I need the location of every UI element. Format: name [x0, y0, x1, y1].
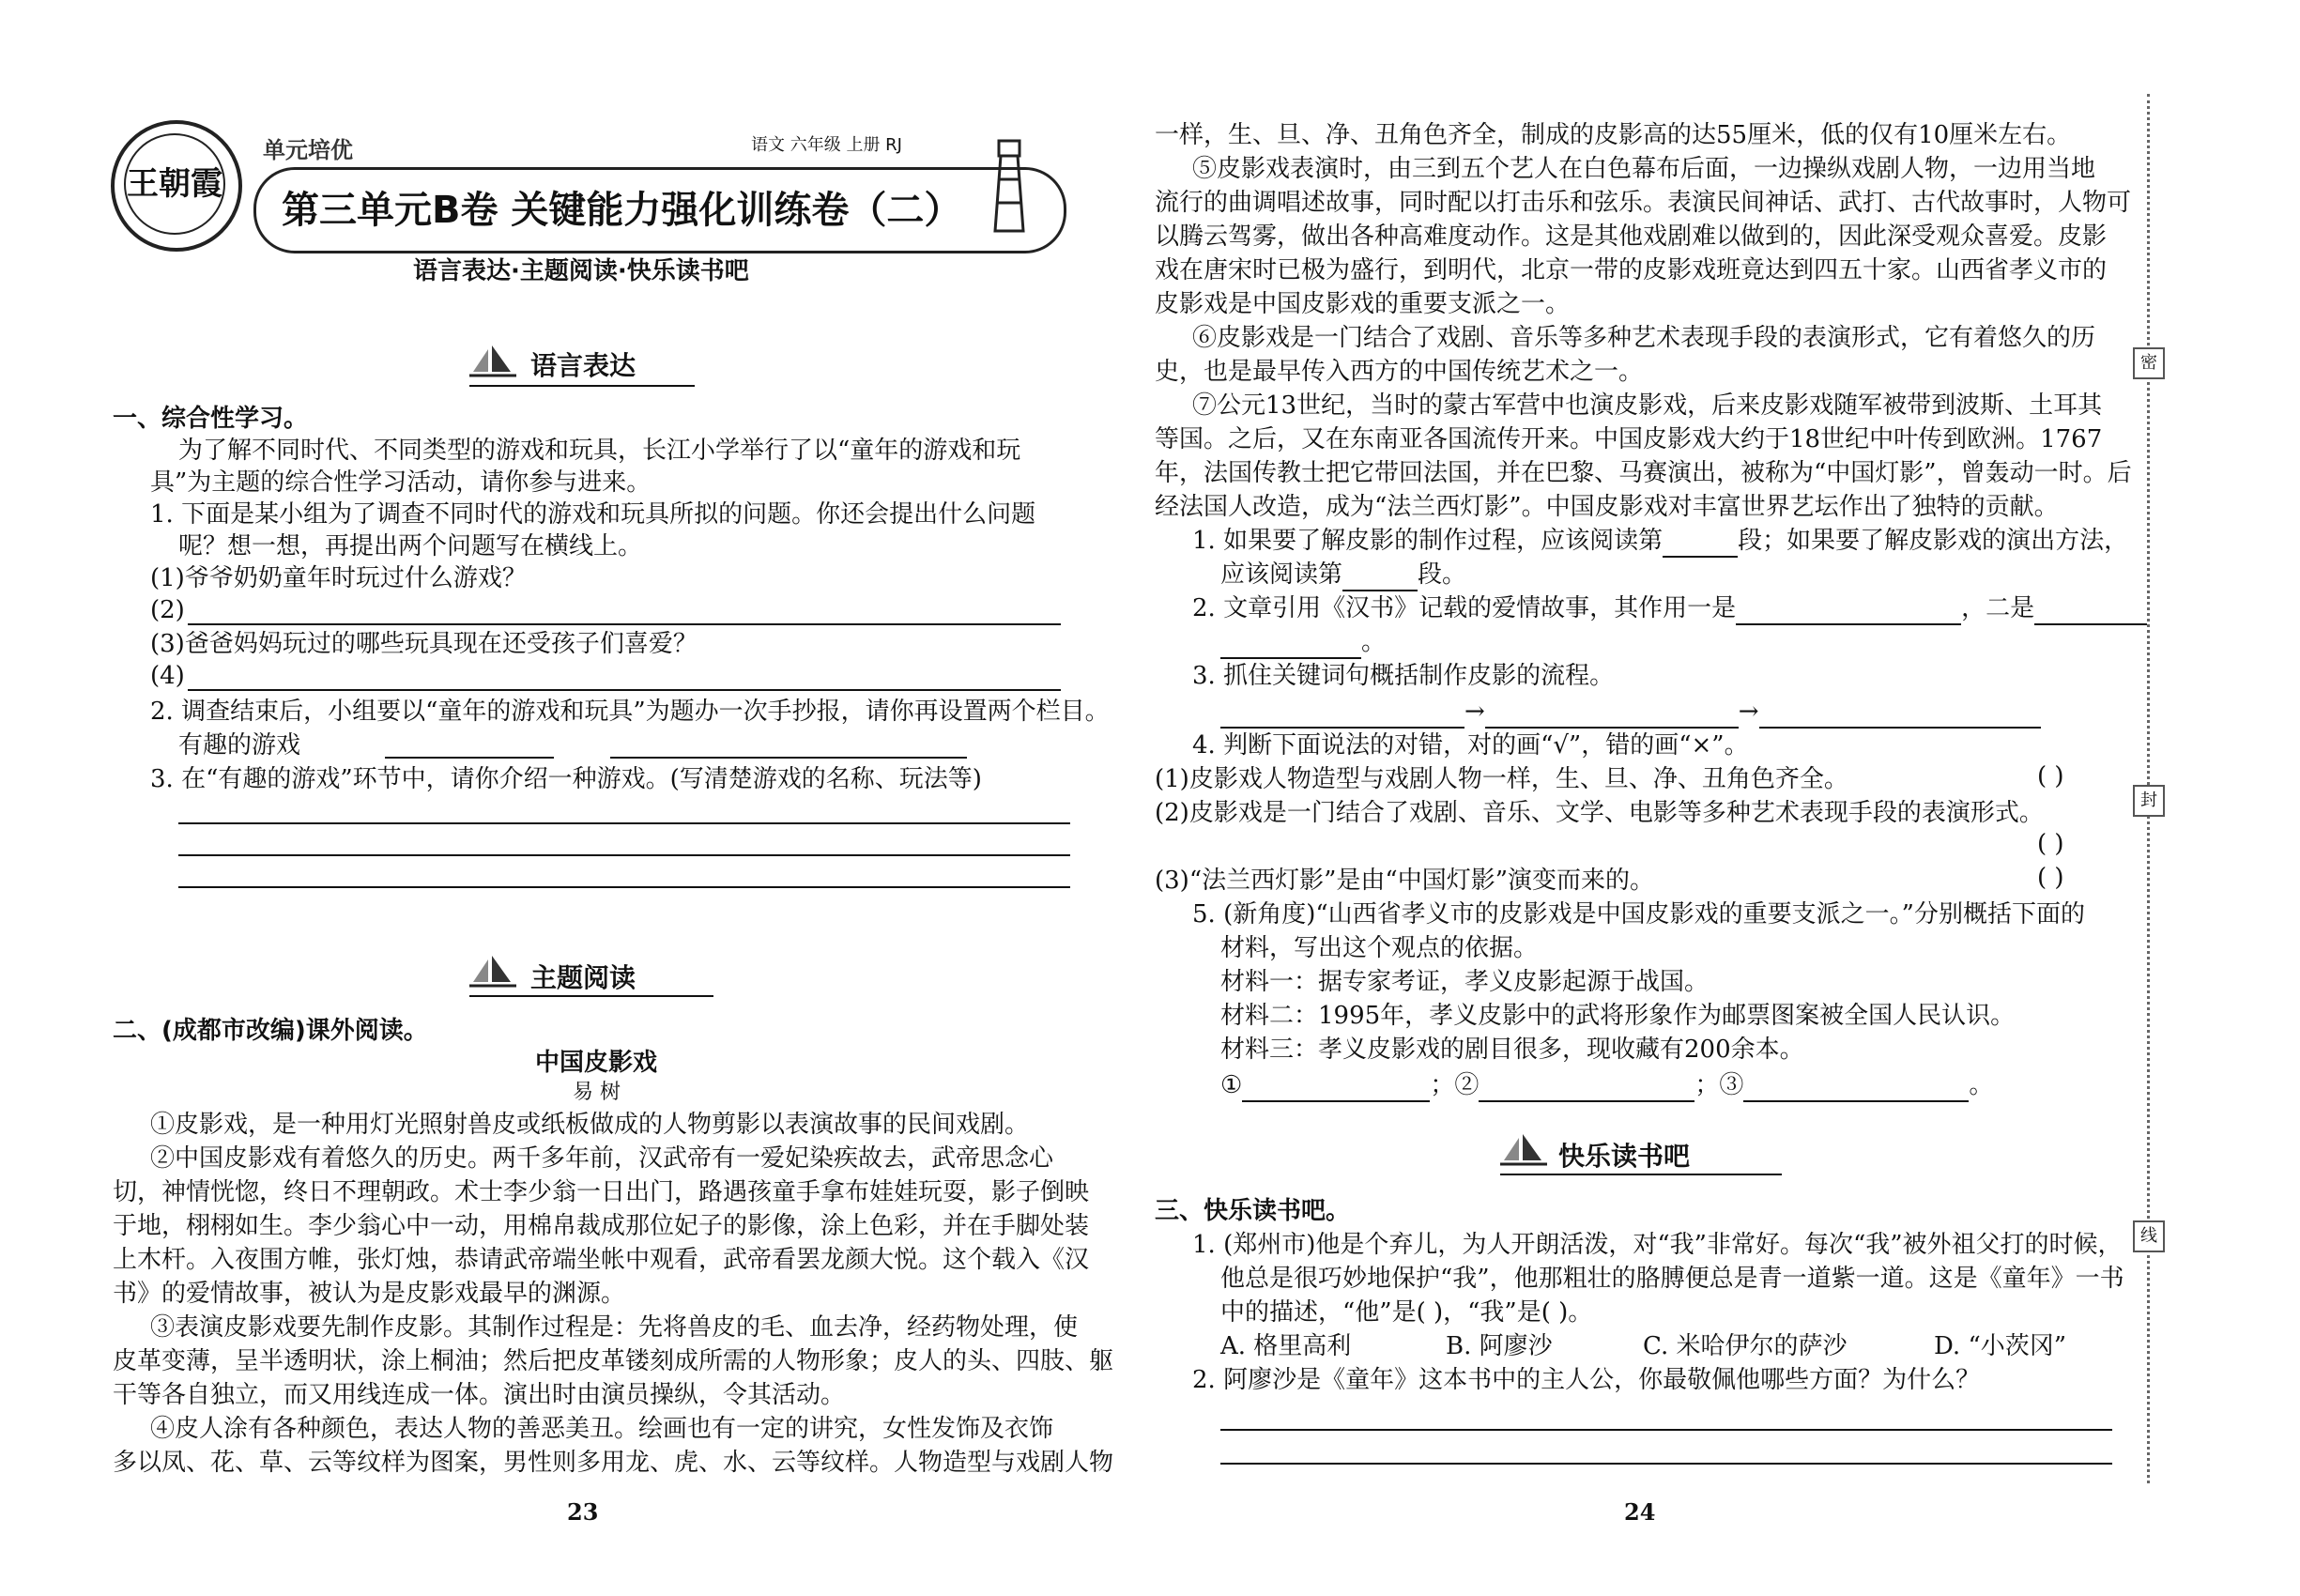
text-line: 于地，栩栩如生。李少翁心中一动，用棉帛裁成那位妃子的影像，涂上色彩，并在手脚处装: [113, 1212, 1090, 1240]
text-line: 书》的爱情故事，被认为是皮影戏最早的渊源。: [113, 1280, 626, 1308]
text-line: 2. 调查结束后，小组要以“童年的游戏和玩具”为题办一次手抄报，请你再设置两个栏目。: [150, 698, 1110, 726]
section-title-language: 语言表达: [530, 350, 636, 381]
answer-blank[interactable]: [1759, 700, 2041, 729]
question-text: 1. 如果要了解皮影的制作过程，应该阅读第: [1192, 527, 1664, 555]
answer-paren[interactable]: ( ): [2037, 830, 2064, 858]
question-text: ①: [1220, 1071, 1243, 1099]
arrow-text: →: [1464, 698, 1485, 726]
brand-logo: [111, 120, 242, 252]
text-line: ④皮人涂有各种颜色，表达人物的善恶美丑。绘画也有一定的讲究，女性发饰及衣饰: [150, 1415, 1054, 1443]
left-page: [0, 0, 1136, 1596]
text-line: ③表演皮影戏要先制作皮影。其制作过程是：先将兽皮的毛、血去净，经药物处理，使: [150, 1313, 1079, 1342]
text-line: 5. (新角度)“山西省孝义市的皮影戏是中国皮影戏的重要支派之一。”分别概括下面的: [1192, 900, 2085, 928]
answer-line[interactable]: [178, 886, 1070, 888]
text-line: 流行的曲调唱述故事，同时配以打击乐和弦乐。表演民间神话、武打、古代故事时，人物可: [1155, 189, 2132, 217]
question-text: 。: [1969, 1071, 1994, 1099]
text-line: 材料一：据专家考证，孝义皮影起源于战国。: [1220, 968, 1710, 996]
text-line: 3. 在“有趣的游戏”环节中，请你介绍一种游戏。(写清楚游戏的名称、玩法等): [150, 765, 982, 793]
answer-blank[interactable]: [1220, 631, 1361, 659]
logo-text: 王朝霞: [124, 133, 225, 235]
text-line: 具”为主题的综合性学习活动，请你参与进来。: [150, 468, 652, 497]
text-line: (2): [150, 596, 185, 624]
question-line: [1192, 591, 2147, 625]
text-line: 4. 判断下面说法的对错，对的画“√”，错的画“×”。: [1192, 731, 1749, 760]
question-heading: 三、快乐读书吧。: [1155, 1197, 1351, 1225]
sailboat-icon: [469, 344, 516, 381]
answer-blank[interactable]: [1736, 597, 1961, 625]
text-line: ②中国皮影戏有着悠久的历史。两千多年前，汉武帝有一爱妃染疾故去，武帝思念心: [150, 1144, 1054, 1173]
text-line: (2)皮影戏是一门结合了戏剧、音乐、文学、电影等多种艺术表现手段的表演形式。: [1155, 799, 2044, 827]
article-title: 中国皮影戏: [535, 1049, 658, 1077]
text-line: 材料，写出这个观点的依据。: [1220, 934, 1539, 962]
section-title-books: 快乐读书吧: [1558, 1141, 1691, 1172]
question-text: 段。: [1418, 560, 1467, 589]
text-line: 3. 抓住关键词句概括制作皮影的流程。: [1192, 662, 1615, 690]
text-line: (4): [150, 662, 185, 690]
lighthouse-icon: [976, 128, 1042, 240]
question-heading: 一、综合性学习。: [113, 405, 309, 433]
answer-line[interactable]: [385, 757, 554, 759]
text-line: 呢？想一想，再提出两个问题写在横线上。: [178, 532, 643, 560]
text-line: 史，也是最早传入西方的中国传统艺术之一。: [1155, 358, 1644, 386]
answer-line[interactable]: [178, 854, 1070, 856]
section-divider: [469, 385, 695, 387]
seal-mark: 线: [2133, 1220, 2165, 1252]
text-line: 皮革变薄，呈半透明状，涂上桐油；然后把皮革镂刻成所需的人物形象；皮人的头、四肢、躯: [113, 1347, 1114, 1375]
text-line: (1)爷爷奶奶童年时玩过什么游戏？: [150, 564, 527, 592]
text-line: 一样，生、旦、净、丑角色齐全，制成的皮影高的达55厘米，低的仅有10厘米左右。: [1155, 121, 2072, 149]
question-text: 。: [1361, 628, 1387, 656]
text-line: 切，神情恍惚，终日不理朝政。术士李少翁一日出门，路遇孩童手拿布娃娃玩耍，影子倒映: [113, 1178, 1090, 1206]
answer-line[interactable]: [1220, 1463, 2112, 1465]
question-line: [1220, 1068, 1993, 1102]
text-line: 有趣的游戏: [178, 731, 301, 760]
text-line: 2. 阿廖沙是《童年》这本书中的主人公，你最敬佩他哪些方面？为什么？: [1192, 1366, 1981, 1394]
text-line: 材料三：孝义皮影戏的剧目很多，现收藏有200余本。: [1220, 1036, 1804, 1064]
question-text: 应该阅读第: [1220, 560, 1343, 589]
right-page: [1136, 0, 2300, 1596]
text-line: (1)皮影戏人物造型与戏剧人物一样，生、旦、净、丑角色齐全。: [1155, 765, 1848, 793]
option-c[interactable]: C. 米哈伊尔的萨沙: [1643, 1332, 1848, 1360]
text-line: 1. (郑州市)他是个弃儿，为人开朗活泼，对“我”非常好。每次“我”被外祖父打的时候，: [1192, 1231, 2123, 1259]
text-line: ⑤皮影戏表演时，由三到五个艺人在白色幕布后面，一边操纵戏剧人物，一边用当地: [1192, 155, 2096, 183]
page-number: 24: [1624, 1498, 1656, 1526]
answer-line[interactable]: [178, 822, 1070, 824]
option-a[interactable]: A. 格里高利: [1220, 1332, 1352, 1360]
text-line: ⑦公元13世纪，当时的蒙古军营中也演皮影戏，后来皮影戏随军被带到波斯、土耳其: [1192, 391, 2103, 420]
question-heading: 二、(成都市改编)课外阅读。: [113, 1017, 428, 1045]
grade-meta: 语文 六年级 上册 RJ: [751, 135, 902, 155]
answer-blank[interactable]: [1743, 1074, 1969, 1102]
sailboat-icon: [1500, 1132, 1547, 1170]
answer-blank[interactable]: [1479, 1074, 1694, 1102]
text-line: 年，法国传教士把它带回法国，并在巴黎、马赛演出，被称为“中国灯影”，曾轰动一时。后: [1155, 459, 2132, 487]
question-text: ；③: [1694, 1071, 1744, 1099]
text-line: 上木杆。入夜围方帷，张灯烛，恭请武帝端坐帐中观看，武帝看罢龙颜大悦。这个载入《汉: [113, 1246, 1090, 1274]
option-b[interactable]: B. 阿廖沙: [1446, 1332, 1553, 1360]
text-line: 多以凤、花、草、云等纹样为图案，男性则多用龙、虎、水、云等纹样。人物造型与戏剧人物: [113, 1449, 1114, 1477]
arrow-text: →: [1738, 698, 1759, 726]
page-number: 23: [567, 1498, 599, 1526]
answer-line[interactable]: [188, 689, 1061, 691]
page-title: 第三单元B卷 关键能力强化训练卷（二）: [282, 189, 962, 232]
question-line: [1220, 625, 1386, 659]
answer-blank[interactable]: [1485, 700, 1739, 729]
answer-blank[interactable]: [1342, 563, 1418, 591]
text-line: 中的描述，“他”是( )，“我”是( )。: [1220, 1298, 1593, 1327]
text-line: ①皮影戏，是一种用灯光照射兽皮或纸板做成的人物剪影以表演故事的民间戏剧。: [150, 1111, 1030, 1139]
section-divider: [1500, 1174, 1782, 1175]
sailboat-icon: [469, 954, 516, 991]
text-line: (3)爸爸妈妈玩过的哪些玩具现在还受孩子们喜爱？: [150, 630, 698, 658]
answer-blank[interactable]: [1242, 1074, 1430, 1102]
text-line: 戏在唐宋时已极为盛行，到明代，北京一带的皮影戏班竟达到四五十家。山西省孝义市的: [1155, 256, 2108, 284]
text-line: 干等各自独立，而又用线连成一体。演出时由演员操纵，令其活动。: [113, 1381, 846, 1409]
answer-paren[interactable]: ( ): [2037, 762, 2064, 790]
text-line: 1. 下面是某小组为了调查不同时代的游戏和玩具所拟的问题。你还会提出什么问题: [150, 500, 1036, 529]
answer-blank[interactable]: [1663, 529, 1738, 558]
seal-mark: 封: [2133, 785, 2165, 817]
section-divider: [469, 995, 713, 997]
question-text: ，二是: [1961, 594, 2035, 622]
answer-line[interactable]: [1220, 1429, 2112, 1431]
question-line: [1220, 695, 2041, 729]
answer-blank[interactable]: [1220, 700, 1464, 729]
answer-line[interactable]: [188, 623, 1061, 625]
answer-paren[interactable]: ( ): [2037, 864, 2064, 892]
section-title-reading: 主题阅读: [530, 962, 636, 993]
text-line: 以腾云驾雾，做出各种高难度动作。这是其他戏剧难以做到的，因此深受观众喜爱。皮影: [1155, 223, 2108, 251]
text-line: 材料二：1995年，孝义皮影中的武将形象作为邮票图案被全国人民认识。: [1220, 1002, 2016, 1030]
text-line: 经法国人改造，成为“法兰西灯影”。中国皮影戏对丰富世界艺坛作出了独特的贡献。: [1155, 493, 2059, 521]
answer-blank[interactable]: [2034, 597, 2147, 625]
question-text: 段；如果要了解皮影戏的演出方法，: [1738, 527, 2129, 555]
question-line: [1192, 524, 2128, 558]
article-author: 易 树: [573, 1081, 621, 1104]
text-line: ⑥皮影戏是一门结合了戏剧、音乐等多种艺术表现手段的表演形式，它有着悠久的历: [1192, 324, 2096, 352]
seal-mark: 密: [2133, 347, 2165, 379]
answer-line[interactable]: [610, 757, 967, 759]
text-line: 等国。之后，又在东南亚各国流传开来。中国皮影戏大约于18世纪中叶传到欧洲。1767: [1155, 425, 2103, 453]
text-line: 为了解不同时代、不同类型的游戏和玩具，长江小学举行了以“童年的游戏和玩: [178, 437, 1021, 465]
text-line: 他总是很巧妙地保护“我”，他那粗壮的胳膊便总是青一道紫一道。这是《童年》一书: [1220, 1265, 2124, 1293]
page-subtitle: 语言表达·主题阅读·快乐读书吧: [413, 257, 749, 285]
question-text: ；②: [1430, 1071, 1480, 1099]
series-tag: 单元培优: [263, 137, 353, 163]
question-line: [1220, 558, 1466, 591]
option-d[interactable]: D. “小茨冈”: [1934, 1332, 2067, 1360]
text-line: (3)“法兰西灯影”是由“中国灯影”演变而来的。: [1155, 867, 1654, 895]
text-line: 皮影戏是中国皮影戏的重要支派之一。: [1155, 290, 1571, 318]
question-text: 2. 文章引用《汉书》记载的爱情故事，其作用一是: [1192, 594, 1737, 622]
